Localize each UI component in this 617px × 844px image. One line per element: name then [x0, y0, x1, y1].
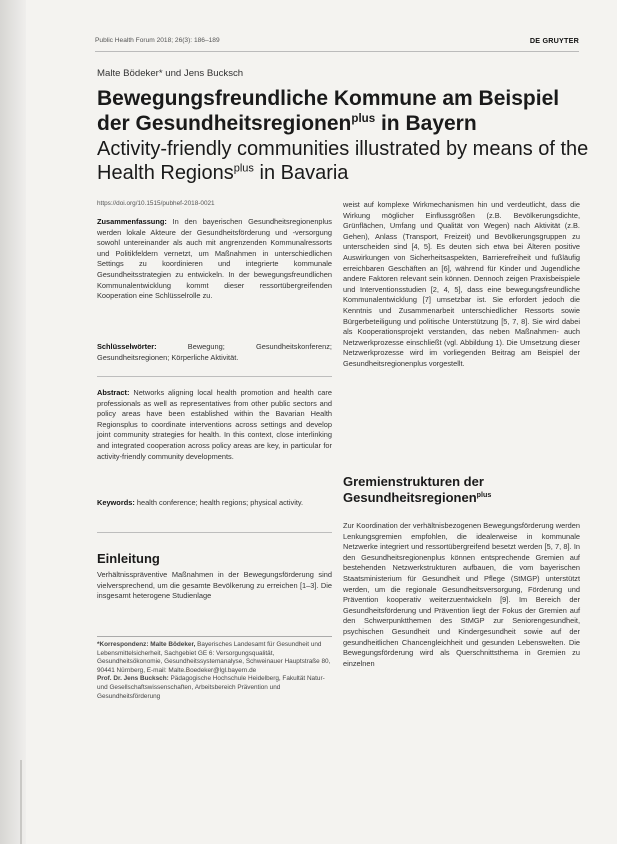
journal-citation: Public Health Forum 2018; 26(3): 186–189 [95, 37, 220, 44]
title-english-sup: plus [233, 162, 254, 175]
keywords-german-label: Schlüsselwörter: [97, 342, 157, 351]
running-header [95, 37, 579, 49]
abstract-text: Networks aligning local health promotion and health care professionals as well as representatives from other public sectors and policy areas have been established within the Bavarian Health Regionsplus to coordinate interventions across settings and develop joint community strategies for health. In this context, close interlinking and integrated cooperation across policy areas are key, in particular for activity-friendly community developments. [97, 388, 332, 461]
right-column-text [343, 200, 580, 370]
title-english-tail: in Bavaria [253, 162, 349, 184]
footnote-rule [97, 636, 332, 637]
keywords-german-text: Bewegung; Gesundheitskonferenz; Gesundheitsregionen; Körperliche Aktivität. [97, 342, 332, 362]
heading-gremien-main: Gremienstrukturen der Gesundheitsregionen [343, 474, 484, 505]
heading-einleitung: Einleitung [97, 551, 160, 566]
summary-block [97, 217, 332, 302]
einleitung-paragraph: Verhältnisspräventive Maßnahmen in der Bewegungsförderung sind vielversprechend, um die gesamte Bevölkerung zu erreichen [1–3]. Die insgesamt heterogene Studienlage [97, 570, 332, 601]
title-english-main: Activity-friendly communities illustrated by means of the Health Regions [97, 138, 589, 184]
header-rule [95, 51, 579, 52]
keywords-german [97, 342, 332, 363]
gremien-paragraph: Zur Koordination der verhältnisbezogenen Bewegungsförderung werden Lenkungsgremien empfohlen, die idealerweise in kommunale Netzwerke integriert und ressortübergreifend besetzt werden [5, 7, 8]. In den Gesundheitsregionenplus können entsprechende Gremien auf bestehenden Netzwerkstrukturen aufbauen, die vom bayerischen Staatsministerium für Gesundheit und Pflege (StMGP) unterstützt werden, um die regionale Gesundheitsversorgung, Förderung und Prävention kooperativ weiterzuentwickeln [9]. Im Bereich der Gesundheitsförderung und Prävention liegt der Fokus der Gremien auf den Schwerpunktthemen des StMGP zur Seniorengesundheit, psychischen Gesundheit und Kindergesundheit sowie auf der gesundheitlichen Chancengleichheit und gesunden Lebenswelten. Die Bewegungsförderung wird als Querschnittsthema in Gremien zu einzelnen [343, 521, 580, 668]
scan-edge-mark [20, 760, 22, 844]
correspondence-footnote [97, 641, 337, 701]
abstract-block [97, 388, 332, 462]
section-divider [97, 376, 332, 377]
gremien-text [343, 521, 580, 669]
scan-shadow [0, 0, 26, 844]
abstract-label: Abstract: [97, 388, 130, 397]
heading-gremienstrukturen [343, 474, 580, 506]
section-divider [97, 532, 332, 533]
title-english [97, 137, 597, 185]
title-german-main: Bewegungsfreundliche Kommune am Beispiel der Gesundheitsregionen [97, 87, 560, 135]
title-german-tail: in Bayern [375, 112, 477, 135]
keywords-english-text: health conference; health regions; physical activity. [134, 498, 304, 507]
authors: Malte Bödeker* und Jens Bucksch [97, 68, 244, 79]
correspondence-label: *Korrespondenz: Malte Bödeker, [97, 641, 196, 648]
einleitung-text [97, 570, 332, 602]
right-column-paragraph: weist auf komplexe Wirkmechanismen hin und verdeutlicht, dass die Wirkung möglicher Einflussgrößen (z.B. Bevölkerungsdichte, Grünflächen, Umfang und Qualität von Wegen) nach Aktivität (z.B. Gehen), Anlass (Transport, Freizeit) und Bevölkerungsgruppen zu unterscheiden sind [4, 5]. Es deuten sich etwa bei Älteren positive Auswirkungen von Sicherheitsaspekten, Barrierefreiheit und fußläufig erreichbaren Geschäften an [6], während für Kinder und Jugendliche andere Faktoren relevant sein können. Dennoch zeigen Praxisbeispiele und Interventionsstudien [2, 4, 5], dass eine bewegungsfreundliche Kommunalentwicklung [7] umsetzbar ist. Sie erfordert jedoch die Kenntnis und Zusammenarbeit unterschiedlicher Ressorts sowie Bürgerbeteiligung und politische Unterstützung [5, 7, 8]. Sie wird dabei als Kooperationsprojekt verstanden, das neben Maßnahmen- auch Netzwerkprozesse einschließt (vgl. Abbildung 1). Die Umsetzung dieser Netzwerkprozesse wird im vorliegenden Beitrag am Beispiel der Gesundheitsregionenplus vorgestellt. [343, 200, 580, 368]
keywords-english-label: Keywords: [97, 498, 135, 507]
summary-text: In den bayerischen Gesundheitsregionenplus werden lokale Akteure der Gesundheitsförderung und -versorgung sowohl untereinander als auch mit angrenzenden Kommunalressorts und Politikfeldern vernetzt, um Maßnahmen in unterschiedlichen Settings zu koordinieren und integrierte kommunale Gesundheitsstrategien zu entwickeln. In der bewegungsfreundlichen Kommunalentwicklung kommt dieser ressortübergreifenden Kooperation eine Schlüsselrolle zu. [97, 217, 332, 301]
heading-gremien-sup: plus [476, 491, 492, 499]
coauthor-text: Pädagogische Hochschule Heidelberg, Fakultät Natur- und Gesellschaftswissenschaften, Arbeitsbereich Prävention und Gesundheitsförderung [97, 675, 325, 700]
title-german [97, 86, 587, 136]
doi-link[interactable]: https://doi.org/10.1515/pubhef-2018-0021 [97, 200, 215, 207]
title-german-sup: plus [351, 112, 376, 125]
summary-label: Zusammenfassung: [97, 217, 167, 226]
publisher-logo: DE GRUYTER [529, 36, 579, 45]
correspondence-text: Bayerisches Landesamt für Gesundheit und Lebensmittelsicherheit, Sachgebiet GE 6: Versorgungsqualität, Gesundheitsökonomie, Gesundheitssystemanalyse, Schweinauer Hauptstraße 80, 90441 Nürnberg, E-mail: Malte.Boedeker@lgl.bayern.de [97, 641, 331, 674]
coauthor-label: Prof. Dr. Jens Bucksch: [97, 675, 169, 683]
keywords-english [97, 498, 332, 509]
